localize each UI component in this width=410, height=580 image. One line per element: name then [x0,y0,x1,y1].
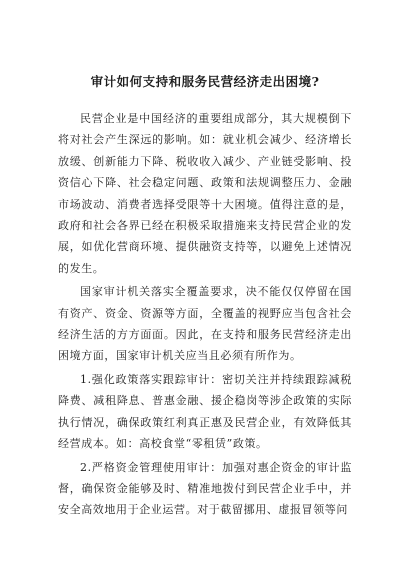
paragraph-audit-coverage: 国家审计机关落实全覆盖要求，决不能仅仅停留在国有资产、资金、资源等方面，全覆盖的视野应当包含社会经济生活的方方面面。因此，在支持和服务民营经济走出困境方面，国家审计机关应当且必须有所作为。 [58,285,352,363]
paragraph-intro: 民营企业是中国经济的重要组成部分，其大规模倒下将对社会产生深远的影响。如：就业机会减少、经济增长放缓、创新能力下降、税收收入减少、产业链受影响、投资信心下降、社会稳定问题、政策和法规调整压力、金融市场波动、消费者选择受限等十大困境。值得注意的是，政府和社会各界已经在积极采取措施来支持民营企业的发展，如优化营商环境、提供融资支持等，以避免上述情况的发生。 [58,112,352,275]
document-title: 审计如何支持和服务民营经济走出困境? [90,74,320,89]
paragraph-policy-tracking: 1.强化政策落实跟踪审计：密切关注并持续跟踪减税降费、减租降息、普惠金融、援企稳岗等涉企政策的实际执行情况，确保政策红利真正惠及民营企业，有效降低其经营成本。如：高校食堂“零租赁”政策。 [58,372,352,451]
paragraph-fund-management: 2.严格资金管理使用审计：加强对惠企资金的审计监督，确保资金能够及时、精准地拨付到民营企业手中，并安全高效地用于企业运营。对于截留挪用、虚报冒领等问 [58,460,352,517]
